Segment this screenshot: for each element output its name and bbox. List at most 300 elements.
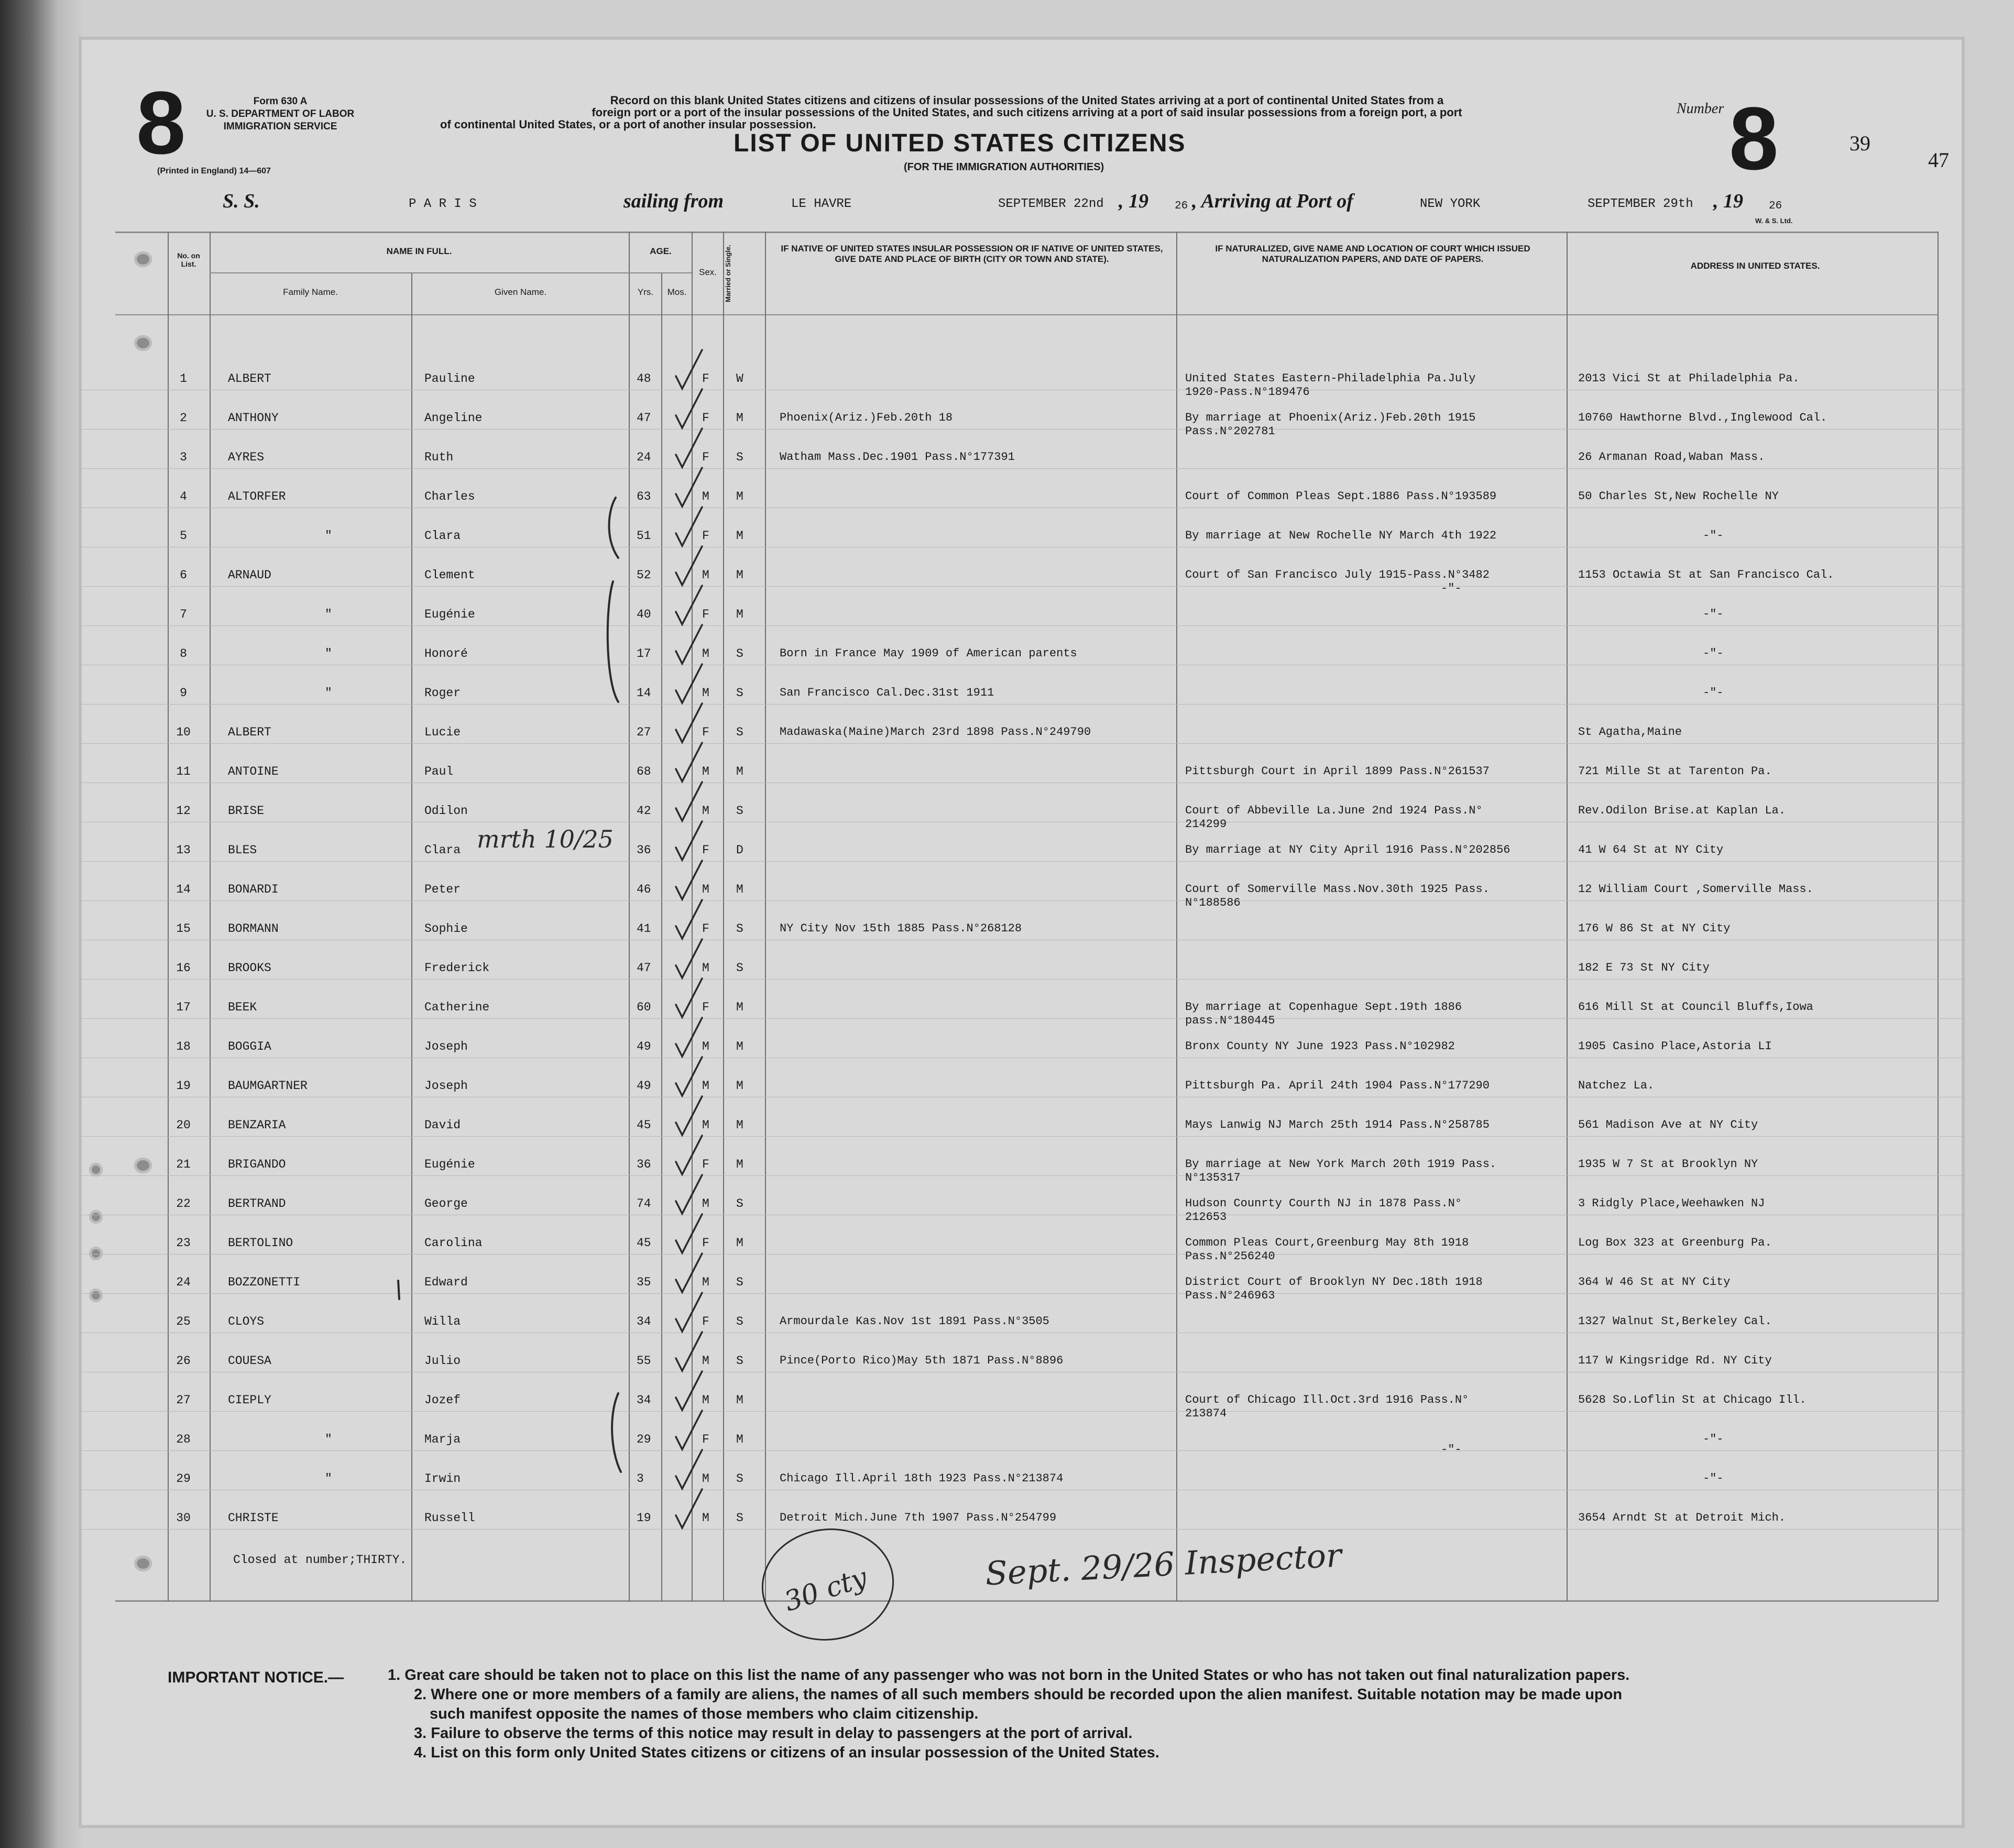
cell-addr: 41 W 64 St at NY City xyxy=(1578,843,1724,856)
printer-mark: W. & S. Ltd. xyxy=(1755,217,1793,225)
check-mark xyxy=(676,1175,702,1214)
cell-addr: 3654 Arndt St at Detroit Mich. xyxy=(1578,1511,1786,1524)
cell-family: BENZARIA xyxy=(228,1118,286,1132)
cell-native: Chicago Ill.April 18th 1923 Pass.N°213874 xyxy=(780,1472,1064,1485)
list-number-right: 8 xyxy=(1729,89,1779,189)
cell-sex: M xyxy=(702,765,709,778)
inspector-signature: Sept. 29/26 Inspector xyxy=(984,1536,1343,1593)
cell-no: 20 xyxy=(176,1118,191,1132)
cell-nat1: Pittsburgh Court in April 1899 Pass.N°261537 xyxy=(1185,765,1490,778)
cell-nat1: By marriage at Phoenix(Ariz.)Feb.20th 1915 xyxy=(1185,411,1476,424)
cell-native: Watham Mass.Dec.1901 Pass.N°177391 xyxy=(780,450,1015,464)
cell-no: 28 xyxy=(176,1433,191,1446)
cell-no: 22 xyxy=(176,1197,191,1211)
cell-no: 4 xyxy=(180,490,187,503)
cell-sex: F xyxy=(702,529,709,543)
cell-age: 29 xyxy=(637,1433,651,1446)
cell-age: 42 xyxy=(637,804,651,818)
cell-given: Frederick xyxy=(424,961,490,975)
cell-given: Jozef xyxy=(424,1393,461,1407)
cell-sex: M xyxy=(702,1511,709,1525)
col-header-married: Married or Single. xyxy=(724,245,732,302)
cell-sex: F xyxy=(702,1433,709,1446)
cell-no: 5 xyxy=(180,529,187,543)
cell-given: Lucie xyxy=(424,725,461,739)
cell-addr: 3 Ridgly Place,Weehawken NJ xyxy=(1578,1197,1765,1210)
cell-native: San Francisco Cal.Dec.31st 1911 xyxy=(780,686,994,699)
cell-nat2: pass.N°180445 xyxy=(1185,1014,1275,1027)
cell-ms: S xyxy=(736,647,743,661)
cell-age: 17 xyxy=(637,647,651,661)
cell-sex: F xyxy=(702,1158,709,1171)
sailing-year: 26 xyxy=(1175,200,1188,212)
cell-age: 40 xyxy=(637,608,651,621)
cell-nat1: -"- xyxy=(1441,1443,1462,1456)
cell-family: BRIGANDO xyxy=(228,1158,286,1171)
record-line: foreign port or a port of the insular possessions of the United States, and such citizens arriving at a port of said insular possessions from a foreign port, a port xyxy=(592,106,1462,119)
cell-addr: -"- xyxy=(1703,529,1724,542)
cell-given: Sophie xyxy=(424,922,468,936)
check-mark xyxy=(676,468,702,507)
cell-family: CIEPLY xyxy=(228,1393,271,1407)
cell-nat1: District Court of Brooklyn NY Dec.18th 1918 xyxy=(1185,1275,1483,1289)
check-mark xyxy=(676,389,702,428)
ship-prefix: S. S. xyxy=(223,190,260,212)
cell-addr: 721 Mille St at Tarenton Pa. xyxy=(1578,765,1772,778)
cell-ms: M xyxy=(736,608,743,621)
handwritten-circle-note: 30 cty xyxy=(780,1561,871,1618)
cell-no: 10 xyxy=(176,725,191,739)
cell-addr: Log Box 323 at Greenburg Pa. xyxy=(1578,1236,1772,1249)
check-mark xyxy=(676,1450,702,1489)
check-mark xyxy=(676,900,702,939)
notice-item-number: 2. xyxy=(414,1686,427,1703)
cell-addr: 10760 Hawthorne Blvd.,Inglewood Cal. xyxy=(1578,411,1827,424)
cell-age: 45 xyxy=(637,1118,651,1132)
cell-addr: Natchez La. xyxy=(1578,1079,1655,1092)
cell-family: ARNAUD xyxy=(228,568,271,582)
cell-addr: 50 Charles St,New Rochelle NY xyxy=(1578,490,1779,503)
cell-addr: 561 Madison Ave at NY City xyxy=(1578,1118,1758,1131)
cell-native: Madawaska(Maine)March 23rd 1898 Pass.N°249790 xyxy=(780,725,1091,739)
cell-ms: M xyxy=(736,883,743,896)
check-mark xyxy=(676,1332,702,1371)
cell-family: ANTHONY xyxy=(228,411,279,425)
cell-no: 6 xyxy=(180,568,187,582)
cell-family: " xyxy=(325,529,332,543)
cell-sex: M xyxy=(702,1472,709,1486)
cell-age: 68 xyxy=(637,765,651,778)
cell-nat1: By marriage at New Rochelle NY March 4th 1922 xyxy=(1185,529,1497,542)
cell-no: 27 xyxy=(176,1393,191,1407)
stamp-number: 47 xyxy=(1928,148,1949,172)
cell-given: Pauline xyxy=(424,372,475,386)
cell-nat2: N°188586 xyxy=(1185,896,1241,909)
cell-sex: M xyxy=(702,568,709,582)
cell-sex: F xyxy=(702,372,709,386)
cell-addr: 176 W 86 St at NY City xyxy=(1578,922,1731,935)
cell-age: 52 xyxy=(637,568,651,582)
record-line: of continental United States, or a port of another insular possession. xyxy=(440,118,816,131)
cell-no: 30 xyxy=(176,1511,191,1525)
cell-addr: -"- xyxy=(1703,1433,1724,1446)
cell-given: Catherine xyxy=(424,1000,490,1014)
col-header-given-name: Given Name. xyxy=(494,287,547,297)
notice-item-number: 3. xyxy=(414,1725,427,1742)
cell-family: ALBERT xyxy=(228,372,271,386)
cell-age: 47 xyxy=(637,411,651,425)
cell-ms: S xyxy=(736,1197,743,1211)
cell-no: 14 xyxy=(176,883,191,896)
department-name: U. S. DEPARTMENT OF LABOR xyxy=(206,108,355,119)
cell-sex: F xyxy=(702,1315,709,1328)
cell-given: Irwin xyxy=(424,1472,461,1486)
page-number: 39 xyxy=(1849,131,1870,155)
cell-ms: M xyxy=(736,1433,743,1446)
check-mark xyxy=(676,1018,702,1057)
cell-age: 19 xyxy=(637,1511,651,1525)
cell-age: 63 xyxy=(637,490,651,503)
cell-sex: M xyxy=(702,686,709,700)
cell-nat1: By marriage at New York March 20th 1919 Pass. xyxy=(1185,1158,1497,1171)
col-header-age: AGE. xyxy=(650,246,672,256)
cell-given: Joseph xyxy=(424,1040,468,1053)
tick-mark xyxy=(398,1281,399,1299)
check-mark xyxy=(676,350,702,389)
cell-age: 55 xyxy=(637,1354,651,1368)
cell-given: Edward xyxy=(424,1275,468,1289)
cell-ms: S xyxy=(736,725,743,739)
cell-sex: F xyxy=(702,1236,709,1250)
cell-family: BERTRAND xyxy=(228,1197,286,1211)
notice-item xyxy=(388,1685,1949,1704)
cell-addr: 12 William Court ,Somerville Mass. xyxy=(1578,883,1813,896)
check-mark xyxy=(676,1136,702,1174)
cell-age: 34 xyxy=(637,1315,651,1328)
check-mark xyxy=(676,978,702,1017)
cell-given: Angeline xyxy=(424,411,483,425)
cell-no: 1 xyxy=(180,372,187,386)
cell-age: 24 xyxy=(637,450,651,464)
cell-ms: M xyxy=(736,1040,743,1053)
cell-age: 47 xyxy=(637,961,651,975)
cell-family: ANTOINE xyxy=(228,765,279,778)
cell-sex: F xyxy=(702,725,709,739)
sailing-label: sailing from xyxy=(623,190,724,212)
cell-family: BONARDI xyxy=(228,883,279,896)
check-mark xyxy=(676,703,702,742)
cell-nat1: Hudson Counrty Courth NJ in 1878 Pass.N° xyxy=(1185,1197,1462,1210)
cell-ms: M xyxy=(736,529,743,543)
cell-ms: M xyxy=(736,1079,743,1093)
sailing-year-prefix: , 19 xyxy=(1119,190,1148,212)
cell-no: 12 xyxy=(176,804,191,818)
col-header-no: No. on List. xyxy=(177,251,200,268)
cell-addr: 2013 Vici St at Philadelphia Pa. xyxy=(1578,372,1800,385)
cell-given: Carolina xyxy=(424,1236,483,1250)
cell-nat1: Court of San Francisco July 1915-Pass.N°3482 xyxy=(1185,568,1490,581)
cell-sex: M xyxy=(702,1354,709,1368)
col-header-name-in-full: NAME IN FULL. xyxy=(386,246,452,256)
cell-ms: M xyxy=(736,1236,743,1250)
cell-family: BEEK xyxy=(228,1000,257,1014)
cell-family: BROOKS xyxy=(228,961,271,975)
col-header-sex: Sex. xyxy=(698,267,717,277)
cell-age: 49 xyxy=(637,1079,651,1093)
notice-item-text: Great care should be taken not to place on this list the name of any passenger who was not born in the United States or who has not taken out final naturalization papers. xyxy=(404,1667,1630,1684)
cell-given: George xyxy=(424,1197,468,1211)
cell-given: Honoré xyxy=(424,647,468,661)
check-mark xyxy=(676,625,702,664)
cell-addr: -"- xyxy=(1703,647,1724,660)
cell-no: 18 xyxy=(176,1040,191,1053)
handwritten-row13-note: mrth 10/25 xyxy=(477,825,614,853)
cell-given: Odilon xyxy=(424,804,468,818)
cell-family: BRISE xyxy=(228,804,265,818)
cell-age: 14 xyxy=(637,686,651,700)
cell-ms: S xyxy=(736,1354,743,1368)
check-mark xyxy=(676,1293,702,1332)
cell-sex: M xyxy=(702,490,709,503)
check-mark xyxy=(676,1096,702,1135)
cell-age: 34 xyxy=(637,1393,651,1407)
cell-age: 46 xyxy=(637,883,651,896)
cell-no: 11 xyxy=(176,765,191,778)
notice-item-number: 4. xyxy=(414,1744,427,1761)
notice-heading-text: IMPORTANT NOTICE. xyxy=(168,1669,329,1686)
cell-ms: M xyxy=(736,765,743,778)
cell-nat1: Court of Somerville Mass.Nov.30th 1925 Pass. xyxy=(1185,883,1490,896)
arrival-year: 26 xyxy=(1769,200,1782,212)
check-mark xyxy=(676,939,702,978)
check-mark xyxy=(676,507,702,546)
cell-addr: 117 W Kingsridge Rd. NY City xyxy=(1578,1354,1772,1367)
cell-addr: 616 Mill St at Council Bluffs,Iowa xyxy=(1578,1000,1813,1014)
cell-ms: S xyxy=(736,450,743,464)
printed-note: (Printed in England) 14—607 xyxy=(157,167,271,175)
cell-addr: 1327 Walnut St,Berkeley Cal. xyxy=(1578,1315,1772,1328)
cell-age: 45 xyxy=(637,1236,651,1250)
check-mark xyxy=(676,546,702,585)
cell-age: 60 xyxy=(637,1000,651,1014)
cell-ms: S xyxy=(736,1472,743,1486)
cell-nat2: -"- xyxy=(1441,582,1462,595)
bracket-mark xyxy=(612,1393,621,1472)
cell-no: 21 xyxy=(176,1158,191,1171)
cell-no: 3 xyxy=(180,450,187,464)
cell-family: COUESA xyxy=(228,1354,271,1368)
notice-item xyxy=(388,1724,1949,1743)
cell-sex: M xyxy=(702,647,709,661)
cell-ms: W xyxy=(736,372,743,386)
cell-given: Clara xyxy=(424,843,461,857)
cell-nat2: 213874 xyxy=(1185,1407,1227,1420)
cell-sex: M xyxy=(702,883,709,896)
cell-family: ALBERT xyxy=(228,725,271,739)
cell-no: 26 xyxy=(176,1354,191,1368)
list-number-left: 8 xyxy=(136,73,186,173)
ship-name: P A R I S xyxy=(409,197,477,211)
cell-no: 7 xyxy=(180,608,187,621)
cell-sex: F xyxy=(702,450,709,464)
cell-no: 9 xyxy=(180,686,187,700)
cell-family: BLES xyxy=(228,843,257,857)
cell-sex: F xyxy=(702,411,709,425)
cell-addr: St Agatha,Maine xyxy=(1578,725,1682,739)
cell-family: ALTORFER xyxy=(228,490,286,503)
cell-ms: M xyxy=(736,1158,743,1171)
cell-no: 17 xyxy=(176,1000,191,1014)
bracket-mark xyxy=(608,581,618,702)
cell-age: 36 xyxy=(637,843,651,857)
cell-ms: S xyxy=(736,961,743,975)
cell-given: Eugénie xyxy=(424,608,475,621)
cell-nat2: Pass.N°246963 xyxy=(1185,1289,1275,1302)
cell-given: Ruth xyxy=(424,450,454,464)
cell-no: 15 xyxy=(176,922,191,936)
cell-sex: M xyxy=(702,804,709,818)
cell-ms: M xyxy=(736,490,743,503)
cell-family: " xyxy=(325,686,332,700)
cell-sex: M xyxy=(702,961,709,975)
cell-nat2: Pass.N°202781 xyxy=(1185,425,1275,438)
arrival-date: SEPTEMBER 29th xyxy=(1588,197,1693,211)
cell-given: Russell xyxy=(424,1511,475,1525)
sailing-date: SEPTEMBER 22nd xyxy=(998,197,1104,211)
check-marks xyxy=(676,350,702,1528)
check-mark xyxy=(676,1489,702,1528)
check-mark xyxy=(676,1253,702,1292)
cell-nat1: United States Eastern-Philadelphia Pa.July xyxy=(1185,372,1476,385)
cell-ms: S xyxy=(736,804,743,818)
check-mark xyxy=(676,664,702,703)
cell-nat1: Mays Lanwig NJ March 25th 1914 Pass.N°258785 xyxy=(1185,1118,1490,1131)
cell-addr: 1935 W 7 St at Brooklyn NY xyxy=(1578,1158,1758,1171)
cell-given: Clara xyxy=(424,529,461,543)
cell-age: 36 xyxy=(637,1158,651,1171)
cell-family: " xyxy=(325,1472,332,1486)
page-subtitle: (FOR THE IMMIGRATION AUTHORITIES) xyxy=(904,161,1104,173)
cell-native: Born in France May 1909 of American parents xyxy=(780,647,1077,660)
check-mark xyxy=(676,1411,702,1449)
cell-nat1: Common Pleas Court,Greenburg May 8th 1918 xyxy=(1185,1236,1469,1249)
arriving-label: , Arriving at Port of xyxy=(1192,190,1353,212)
cell-native: Phoenix(Ariz.)Feb.20th 18 xyxy=(780,411,953,424)
check-mark xyxy=(676,821,702,860)
form-number: Form 630 A xyxy=(253,96,308,107)
notice-item xyxy=(388,1666,1949,1685)
cell-nat1: Pittsburgh Pa. April 24th 1904 Pass.N°177290 xyxy=(1185,1079,1490,1092)
cell-family: CHRISTE xyxy=(228,1511,279,1525)
cell-no: 19 xyxy=(176,1079,191,1093)
cell-no: 23 xyxy=(176,1236,191,1250)
record-line: Record on this blank United States citizens and citizens of insular possessions of the United States arriving at a port of continental United States from a xyxy=(610,94,1444,107)
notice-item xyxy=(388,1743,1949,1763)
cell-nat1: Court of Common Pleas Sept.1886 Pass.N°193589 xyxy=(1185,490,1497,503)
notice-item-number: 1. xyxy=(388,1667,401,1684)
number-label: Number xyxy=(1677,101,1724,117)
cell-nat1: Court of Abbeville La.June 2nd 1924 Pass.N° xyxy=(1185,804,1483,817)
important-notice xyxy=(388,1666,1949,1763)
bracket-mark xyxy=(609,498,619,558)
col-header-address: ADDRESS IN UNITED STATES. xyxy=(1690,261,1820,271)
check-mark xyxy=(676,743,702,782)
check-mark xyxy=(676,861,702,899)
cell-addr: Rev.Odilon Brise.at Kaplan La. xyxy=(1578,804,1786,817)
cell-nat1: By marriage at Copenhague Sept.19th 1886 xyxy=(1185,1000,1462,1014)
cell-native: Armourdale Kas.Nov 1st 1891 Pass.N°3505 xyxy=(780,1315,1049,1328)
cell-family: BOZZONETTI xyxy=(228,1275,301,1289)
cell-addr: 5628 So.Loflin St at Chicago Ill. xyxy=(1578,1393,1807,1406)
cell-ms: S xyxy=(736,1511,743,1525)
col-header-family-name: Family Name. xyxy=(283,287,338,297)
cell-native: Detroit Mich.June 7th 1907 Pass.N°254799 xyxy=(780,1511,1057,1524)
cell-family: BORMANN xyxy=(228,922,279,936)
cell-addr: -"- xyxy=(1703,1472,1724,1485)
cell-family: AYRES xyxy=(228,450,265,464)
cell-age: 48 xyxy=(637,372,651,386)
cell-addr: -"- xyxy=(1703,608,1724,621)
cell-no: 13 xyxy=(176,843,191,857)
notice-item-text: such manifest opposite the names of those members who claim citizenship. xyxy=(430,1706,979,1722)
cell-addr: 364 W 46 St at NY City xyxy=(1578,1275,1731,1289)
col-header-naturalized: IF NATURALIZED, GIVE NAME AND LOCATION OF COURT WHICH ISSUED NATURALIZATION PAPERS, AND DATE OF PAPERS. xyxy=(1215,244,1530,264)
page-title: LIST OF UNITED STATES CITIZENS xyxy=(734,129,1186,157)
service-name: IMMIGRATION SERVICE xyxy=(223,121,337,132)
cell-nat1: Court of Chicago Ill.Oct.3rd 1916 Pass.N° xyxy=(1185,1393,1469,1406)
cell-no: 2 xyxy=(180,411,187,425)
arrival-year-prefix: , 19 xyxy=(1713,190,1743,212)
cell-family: BAUMGARTNER xyxy=(228,1079,308,1093)
cell-given: Willa xyxy=(424,1315,461,1328)
notice-item-text: Failure to observe the terms of this notice may result in delay to passengers at the port of arrival. xyxy=(431,1725,1133,1742)
cell-nat1: Bronx County NY June 1923 Pass.N°102982 xyxy=(1185,1040,1455,1053)
cell-given: Marja xyxy=(424,1433,461,1446)
cell-sex: M xyxy=(702,1393,709,1407)
notice-item-text: List on this form only United States citizens or citizens of an insular possession of the United States. xyxy=(431,1744,1159,1761)
cell-no: 16 xyxy=(176,961,191,975)
notice-heading: IMPORTANT NOTICE.— xyxy=(168,1669,344,1686)
cell-nat2: 214299 xyxy=(1185,818,1227,831)
cell-given: Roger xyxy=(424,686,461,700)
check-mark xyxy=(676,782,702,821)
cell-addr: 1905 Casino Place,Astoria LI xyxy=(1578,1040,1772,1053)
cell-family: " xyxy=(325,608,332,621)
cell-nat2: Pass.N°256240 xyxy=(1185,1250,1275,1263)
cell-ms: S xyxy=(736,922,743,936)
col-header-yrs: Yrs. xyxy=(637,287,654,297)
closing-note: Closed at number;THIRTY. xyxy=(233,1553,407,1567)
cell-ms: M xyxy=(736,411,743,425)
cell-sex: M xyxy=(702,1079,709,1093)
cell-given: Julio xyxy=(424,1354,461,1368)
cell-age: 3 xyxy=(637,1472,644,1486)
cell-age: 41 xyxy=(637,922,651,936)
col-header-native: IF NATIVE OF UNITED STATES INSULAR POSSESSION OR IF NATIVE OF UNITED STATES, GIVE DATE AND PLACE OF BIRTH (CITY OR TOWN AND STATE). xyxy=(781,244,1163,264)
col-header-mos: Mos. xyxy=(667,287,687,297)
cell-addr: 182 E 73 St NY City xyxy=(1578,961,1710,974)
cell-ms: M xyxy=(736,1393,743,1407)
cell-family: BERTOLINO xyxy=(228,1236,293,1250)
cell-nat2: N°135317 xyxy=(1185,1171,1241,1184)
notice-item xyxy=(388,1704,1949,1724)
cell-given: Peter xyxy=(424,883,461,896)
cell-no: 8 xyxy=(180,647,187,661)
cell-nat1: By marriage at NY City April 1916 Pass.N°202856 xyxy=(1185,843,1511,856)
cell-age: 27 xyxy=(637,725,651,739)
cell-sex: M xyxy=(702,1040,709,1053)
cell-no: 25 xyxy=(176,1315,191,1328)
